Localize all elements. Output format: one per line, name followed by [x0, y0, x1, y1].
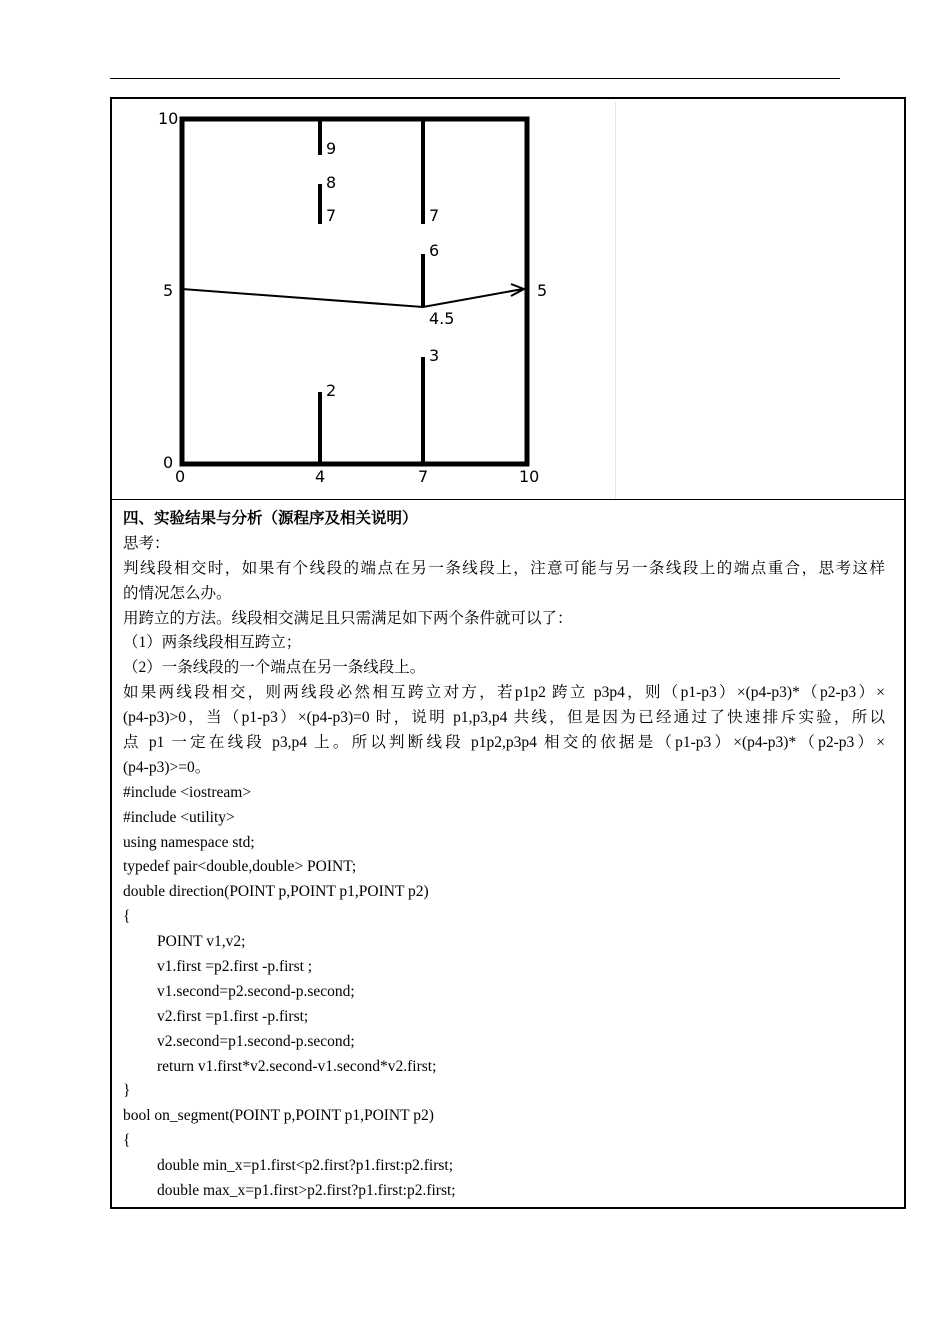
- label-right-mid: 5: [537, 281, 548, 300]
- code-line: typedef pair<double,double> POINT;: [123, 858, 357, 876]
- code-line: v2.second=p1.second-p.second;: [157, 1032, 355, 1050]
- para-line: 如果两线段相交，则两线段必然相互跨立对方，若p1p2 跨立 p3p4，则（p1-p3）×(p4-p3)*（p2-p3）×: [123, 684, 885, 702]
- code-line: double min_x=p1.first<p2.first?p1.first:p2.first;: [157, 1157, 454, 1175]
- label-wall-2: 2: [326, 381, 337, 400]
- code-line: v2.first =p1.first -p.first;: [157, 1007, 309, 1025]
- results-section: [123, 507, 885, 1204]
- label-top-left: 10: [158, 109, 179, 128]
- section-title: 四、实验结果与分析（源程序及相关说明）: [123, 510, 418, 527]
- label-wall-8: 8: [326, 173, 337, 192]
- code-line: #include <iostream>: [123, 783, 252, 801]
- room-outline: [182, 119, 527, 464]
- code-line: #include <utility>: [123, 808, 235, 826]
- para-line: （1）两条线段相互跨立；: [123, 634, 302, 652]
- code-line: }: [123, 1082, 131, 1100]
- code-line: {: [123, 1132, 131, 1150]
- para-line: 思考：: [123, 534, 170, 552]
- code-line: double direction(POINT p,POINT p1,POINT p2): [123, 883, 429, 901]
- para-line: (p4-p3)>0，当（p1-p3）×(p4-p3)=0 时，说明 p1,p3,p4 共线，但是因为已经通过了快速排斥实验，所以: [123, 709, 885, 727]
- header-rule: [110, 78, 840, 79]
- code-line: bool on_segment(POINT p,POINT p1,POINT p2): [123, 1107, 434, 1125]
- label-x-4: 4: [315, 467, 326, 486]
- shortest-path-line: [182, 289, 523, 307]
- label-wall-9: 9: [326, 139, 337, 158]
- label-bottom-left: 0: [163, 453, 174, 472]
- para-line: 用跨立的方法。线段相交满足且只需满足如下两个条件就可以了：: [123, 609, 573, 627]
- label-wall-4-5: 4.5: [429, 309, 455, 328]
- label-wall-6: 6: [429, 241, 440, 260]
- label-wall-7b: 7: [429, 206, 440, 225]
- code-line: POINT v1,v2;: [157, 933, 246, 951]
- code-line: using namespace std;: [123, 833, 255, 851]
- para-line: 点 p1 一定在线段 p3,p4 上。所以判断线段 p1p2,p3p4 相交的依据是（p1-p3）×(p4-p3)*（p2-p3）×: [123, 734, 885, 752]
- code-line: v1.first =p2.first -p.first ;: [157, 958, 313, 976]
- para-line: (p4-p3)>=0。: [123, 758, 211, 776]
- wall-path-figure: [145, 102, 616, 499]
- figure-cell: [112, 99, 904, 500]
- code-line: double max_x=p1.first>p2.first?p1.first:p2.first;: [157, 1182, 456, 1200]
- label-wall-3: 3: [429, 346, 440, 365]
- para-line: （2）一条线段的一个端点在另一条线段上。: [123, 659, 426, 677]
- label-left-mid: 5: [163, 281, 174, 300]
- label-x-7: 7: [418, 467, 429, 486]
- label-x-0: 0: [175, 467, 186, 486]
- code-line: v1.second=p2.second-p.second;: [157, 982, 355, 1000]
- code-line: {: [123, 908, 131, 926]
- report-table: [110, 97, 906, 1209]
- para-line: 判线段相交时，如果有个线段的端点在另一条线段上，注意可能与另一条线段上的端点重合，思考这样: [123, 559, 885, 577]
- para-line: 的情况怎么办。: [123, 584, 232, 602]
- label-wall-7a: 7: [326, 206, 337, 225]
- label-x-10: 10: [519, 467, 540, 486]
- code-line: return v1.first*v2.second-v1.second*v2.first;: [157, 1057, 437, 1075]
